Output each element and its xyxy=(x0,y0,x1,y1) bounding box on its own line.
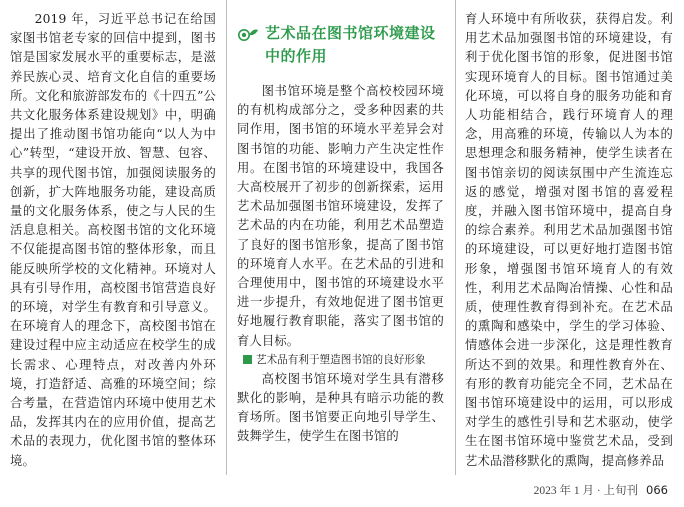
subheading-text: 艺术品有利于塑造图书馆的良好形象 xyxy=(256,353,426,366)
section-title: 艺术品在图书馆环境建设中的作用 xyxy=(265,24,436,65)
issue-label: 2023 年 1 月 · 上旬刊 xyxy=(533,485,639,497)
section-heading xyxy=(237,22,444,68)
column-divider xyxy=(455,0,456,475)
square-bullet-icon xyxy=(243,355,252,364)
column-left xyxy=(10,10,216,471)
subheading xyxy=(237,351,444,370)
body-paragraph: 图书馆环境是整个高校校园环境的有机构成部分之，受多种因素的共同作用，图书馆的环境水平差异会对图书馆的功能、影响力产生决定性作用。在图书馆的环境建设中，我国各大高校展开了初步的创新探索，运用艺术品加强图书馆环境建设，发挥了艺术品的内在功能，利用艺术品塑造了良好的图书馆形象，提高了图书馆的环境育人水平。在艺术品的引进和合理使用中，图书馆的环境建设水平进一步提升，有效地促进了图书馆更好地履行教育职能，落实了图书馆的育人目标。 xyxy=(237,84,444,348)
body-paragraph: 2019 年，习近平总书记在给国家图书馆老专家的回信中提到，图书馆是国家发展水平的重要标志，是滋养民族心灵、培育文化自信的重要场所。文化和旅游部发布的《十四五”公共文化服务体系建设规划》中，明确提出了推动图书馆功能向“以人为中心”转型，“建设开放、智慧、包容、共享的现代图书馆，加强阅读服务的创新，扩大阵地服务功能，建设高质量的文化服务体系，使之与人民的生活息息相关。高校图书馆的文化环境不仅能提高图书馆的整体形象，而且能反映所学校的文化精神。环境对人具有引导作用，高校图书馆营造良好的环境，对学生有教育和引导意义。在环境育人的理念下，高校图书馆在建设过程中应主动适应在校学生的成长需求、心理特点，对改善内外环境，打造舒适、高雅的环境空间；综合考量，在营造馆内环境中使用艺术品，发挥其内在的应用价值，提高艺术品的表现力，优化图书馆的整体环境。 xyxy=(10,12,216,468)
page-footer xyxy=(534,482,668,498)
body-paragraph: 育人环境中有所收获，获得启发。利用艺术品加强图书馆的环境建设，有利于优化图书馆的形象，促进图书馆实现环境育人的目标。图书馆通过美化环境，可以将自身的服务功能和育人功能相结合，践行环境育人的理念，用高雅的环境，传输以人为本的思想理念和服务精神，使学生读者在图书馆亲切的阅读氛围中产生流连忘返的感觉，增强对图书馆的喜爱程度，并融入图书馆环境中，提高自身的综合素养。利用艺术品加强图书馆的环境建设，可以更好地打造图书馆形象，增强图书馆环境育人的有效性，利用艺术品陶冶情操、心性和品质，使理性教育得到补充。在艺术品的熏陶和感染中，学生的学习体验、情感体会进一步深化，这是理性教育所达不到的效果。和理性教育外在、有形的教育功能完全不同，艺术品在图书馆环境建设中的运用，可以形成对学生的感性引导和艺术驱动，使学生在图书馆环境中鉴赏艺术品，受到艺术品潜移默化的熏陶，提高修养品 xyxy=(465,12,673,468)
column-divider xyxy=(226,0,227,475)
column-middle xyxy=(237,10,444,447)
column-right xyxy=(465,10,673,471)
body-paragraph: 高校图书馆环境对学生具有潜移默化的影响，是种具有暗示功能的教育场所。图书馆要正向地引导学生、鼓舞学生，使学生在图书馆的 xyxy=(237,371,444,444)
leaf-bullet-icon xyxy=(237,26,259,44)
page-number: 066 xyxy=(646,483,668,497)
